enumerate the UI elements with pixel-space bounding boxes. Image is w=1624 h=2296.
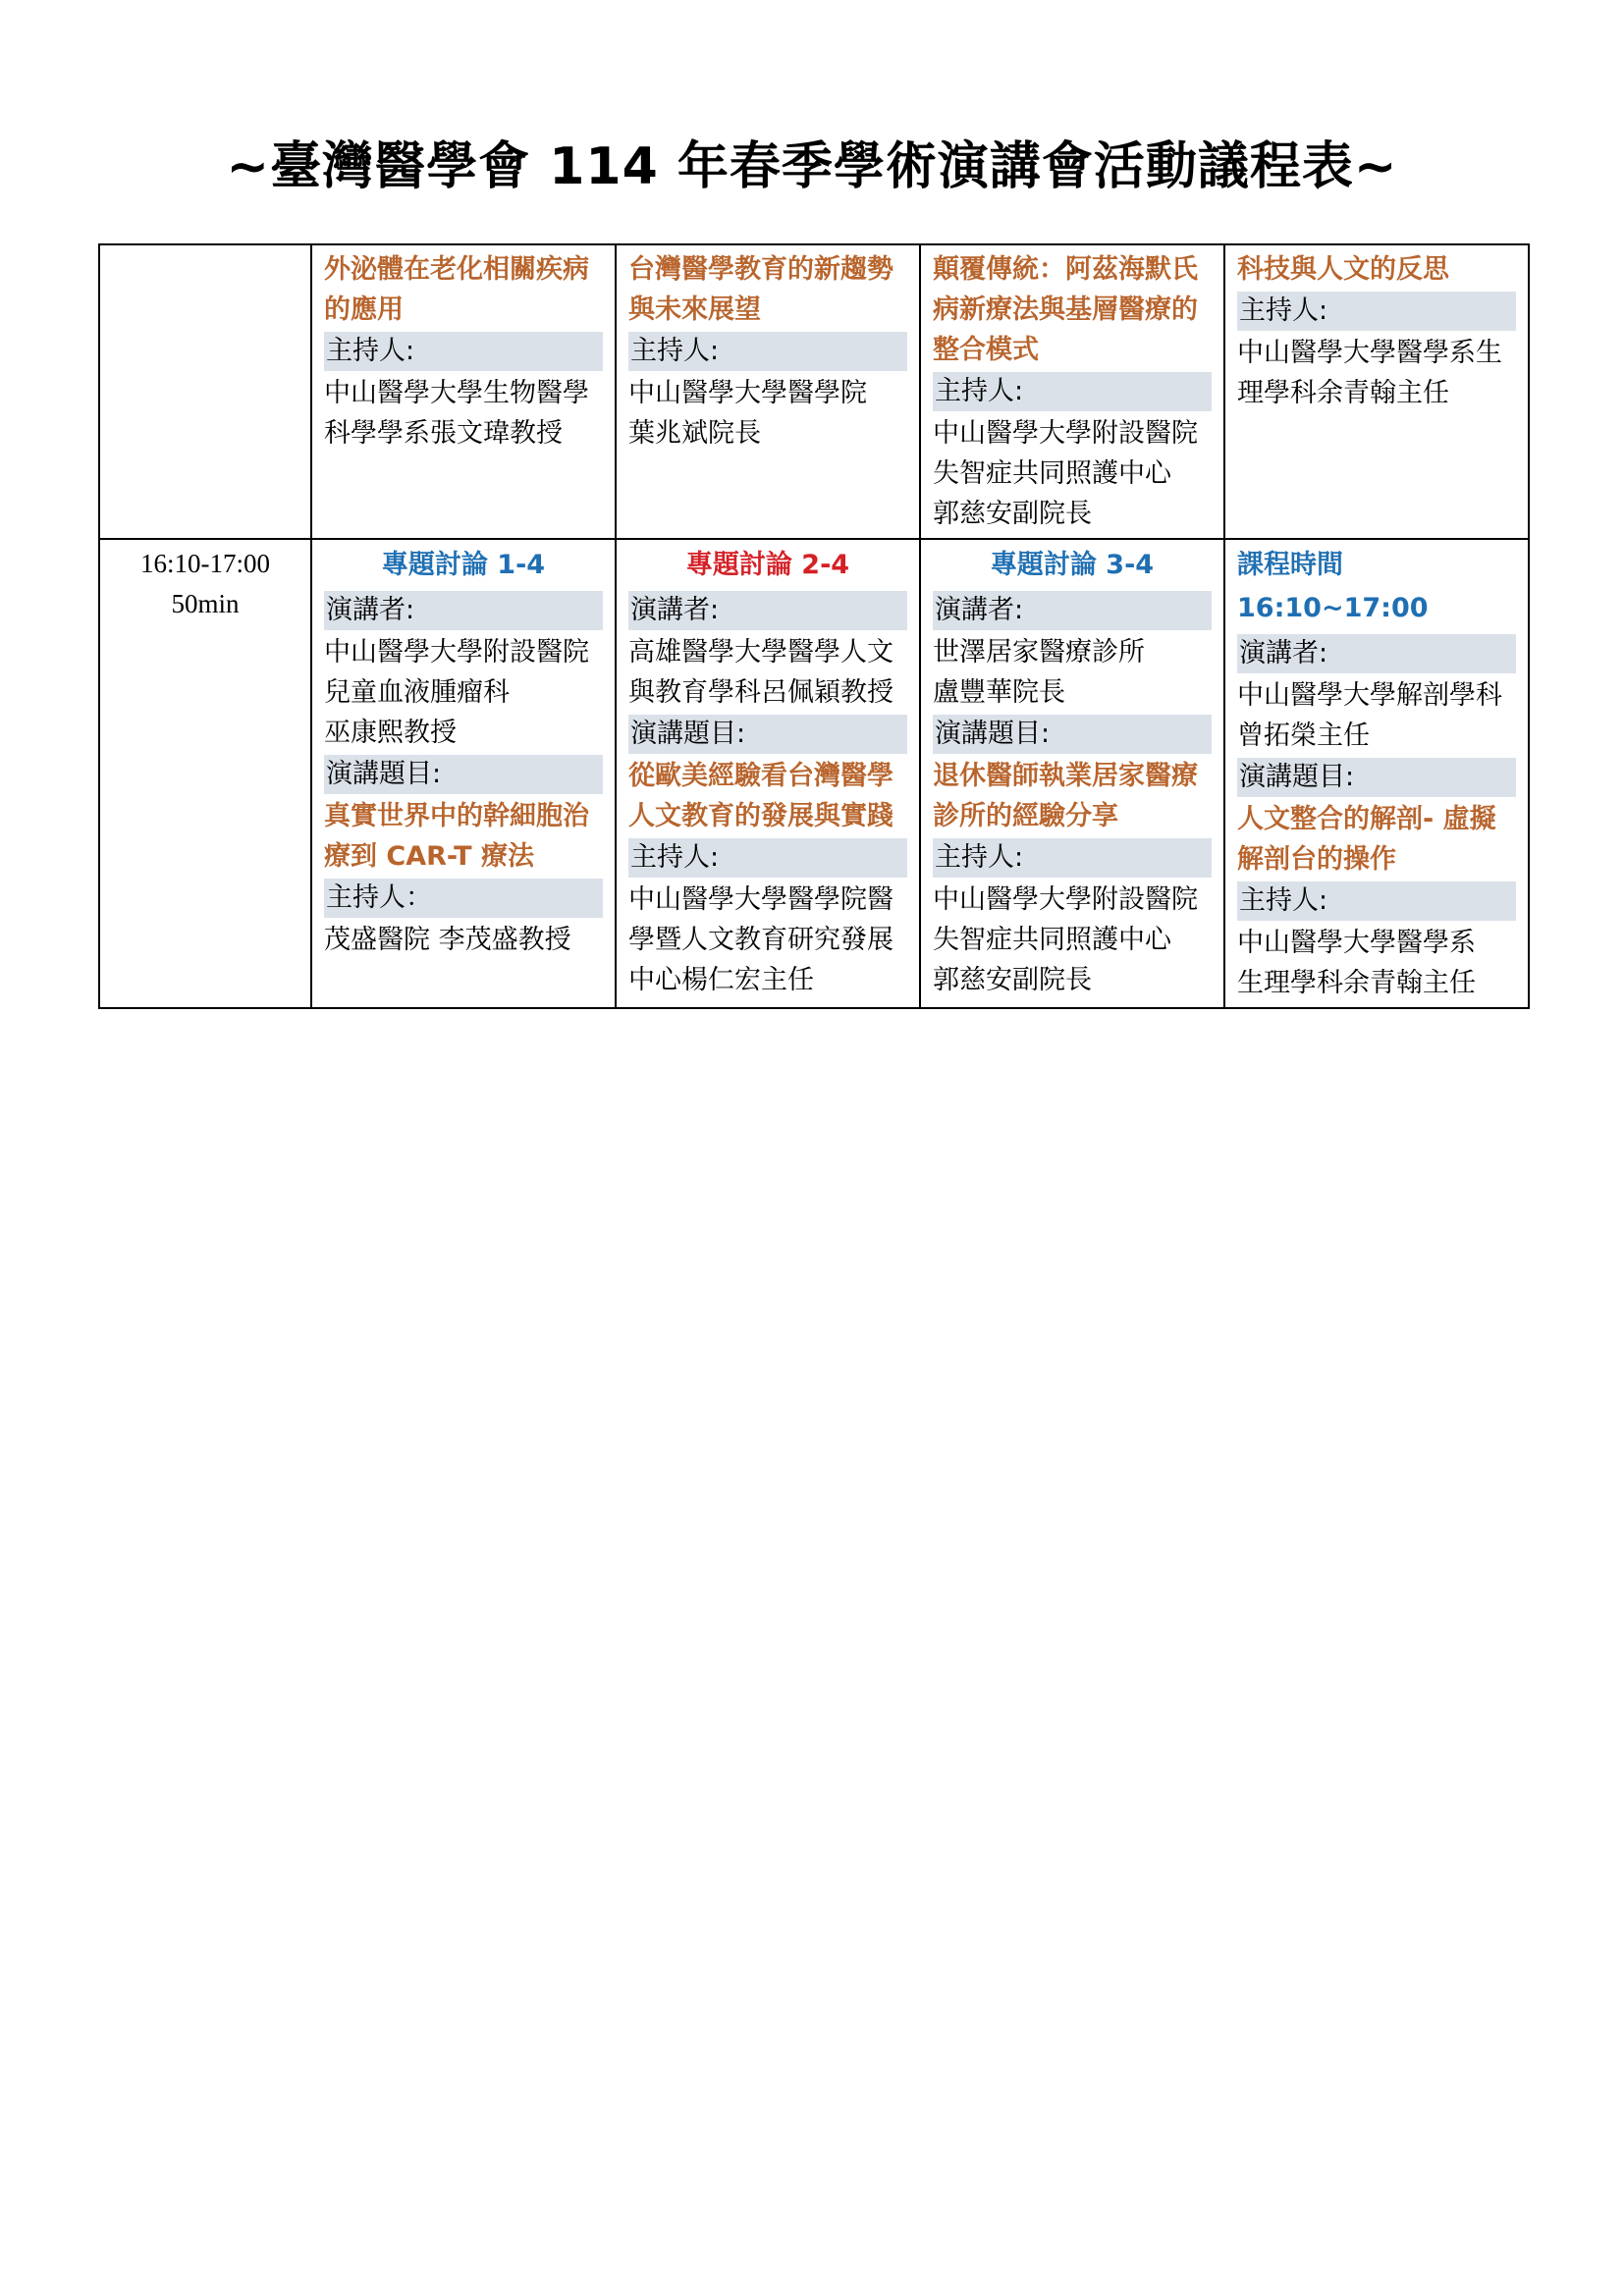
session-cell xyxy=(920,244,1224,539)
agenda-table xyxy=(98,243,1530,1009)
topic-text: 科技與人文的反思 xyxy=(1237,254,1449,285)
time-range: 16:10-17:00 xyxy=(140,549,270,578)
time-cell xyxy=(99,244,311,539)
session-cell xyxy=(311,539,616,1008)
topic-label: 演講題目: xyxy=(324,755,603,794)
session-header: 課程時間 16:10~17:00 xyxy=(1237,550,1429,623)
topic-label: 演講題目: xyxy=(933,715,1212,754)
session-cell xyxy=(1224,244,1529,539)
session-cell xyxy=(920,539,1224,1008)
topic-label: 演講題目: xyxy=(1237,758,1516,797)
speaker-label: 演講者: xyxy=(628,591,907,630)
speaker-text: 中山醫學大學解剖學科 曾拓榮主任 xyxy=(1237,680,1502,751)
topic-text: 人文整合的解剖- 虛擬 解剖台的操作 xyxy=(1237,804,1496,875)
time-cell xyxy=(99,539,311,1008)
duration: 50min xyxy=(171,589,240,618)
host-label: 主持人: xyxy=(933,838,1212,878)
host-label: 主持人: xyxy=(324,332,603,371)
topic-text: 真實世界中的幹細胞治 療到 CAR-T 療法 xyxy=(324,801,589,872)
host-text: 茂盛醫院 李茂盛教授 xyxy=(324,925,571,955)
topic-text: 台灣醫學教育的新趨勢 與未來展望 xyxy=(628,254,893,325)
topic-text: 外泌體在老化相關疾病 的應用 xyxy=(324,254,589,325)
session-cell xyxy=(616,539,920,1008)
host-text: 中山醫學大學附設醫院 失智症共同照護中心 郭慈安副院長 xyxy=(933,418,1198,529)
host-label: 主持人: xyxy=(1237,292,1516,331)
host-label: 主持人: xyxy=(933,372,1212,411)
host-text: 中山醫學大學醫學系 生理學科余青翰主任 xyxy=(1237,928,1476,998)
speaker-label: 演講者: xyxy=(1237,634,1516,673)
topic-label: 演講題目: xyxy=(628,715,907,754)
topic-text: 顛覆傳統：阿茲海默氏 病新療法與基層醫療的 整合模式 xyxy=(933,254,1198,365)
host-text: 中山醫學大學生物醫學 科學學系張文瑋教授 xyxy=(324,378,589,449)
table-row xyxy=(99,244,1529,539)
host-text: 中山醫學大學醫學系生 理學科余青翰主任 xyxy=(1237,338,1502,408)
session-header: 專題討論 1-4 xyxy=(381,550,546,580)
speaker-label: 演講者: xyxy=(324,591,603,630)
page-title: ~臺灣醫學會 114 年春季學術演講會活動議程表~ xyxy=(226,137,1398,196)
speaker-text: 高雄醫學大學醫學人文 與教育學科呂佩穎教授 xyxy=(628,637,893,708)
host-label: 主持人: xyxy=(1237,881,1516,921)
host-label: 主持人： xyxy=(324,879,603,918)
host-label: 主持人: xyxy=(628,838,907,878)
speaker-text: 世澤居家醫療診所 盧豐華院長 xyxy=(933,637,1145,708)
speaker-label: 演講者: xyxy=(933,591,1212,630)
host-text: 中山醫學大學附設醫院 失智症共同照護中心 郭慈安副院長 xyxy=(933,884,1198,995)
session-cell xyxy=(616,244,920,539)
host-text: 中山醫學大學醫學院醫 學暨人文教育研究發展 中心楊仁宏主任 xyxy=(628,884,893,995)
table-row xyxy=(99,539,1529,1008)
session-header: 專題討論 3-4 xyxy=(990,550,1155,580)
session-header: 專題討論 2-4 xyxy=(685,550,850,580)
host-text: 中山醫學大學醫學院 葉兆斌院長 xyxy=(628,378,867,449)
session-cell xyxy=(311,244,616,539)
topic-text: 從歐美經驗看台灣醫學 人文教育的發展與實踐 xyxy=(628,761,893,831)
session-cell xyxy=(1224,539,1529,1008)
topic-text: 退休醫師執業居家醫療 診所的經驗分享 xyxy=(933,761,1198,831)
speaker-text: 中山醫學大學附設醫院 兒童血液腫瘤科 巫康熙教授 xyxy=(324,637,589,748)
host-label: 主持人: xyxy=(628,332,907,371)
